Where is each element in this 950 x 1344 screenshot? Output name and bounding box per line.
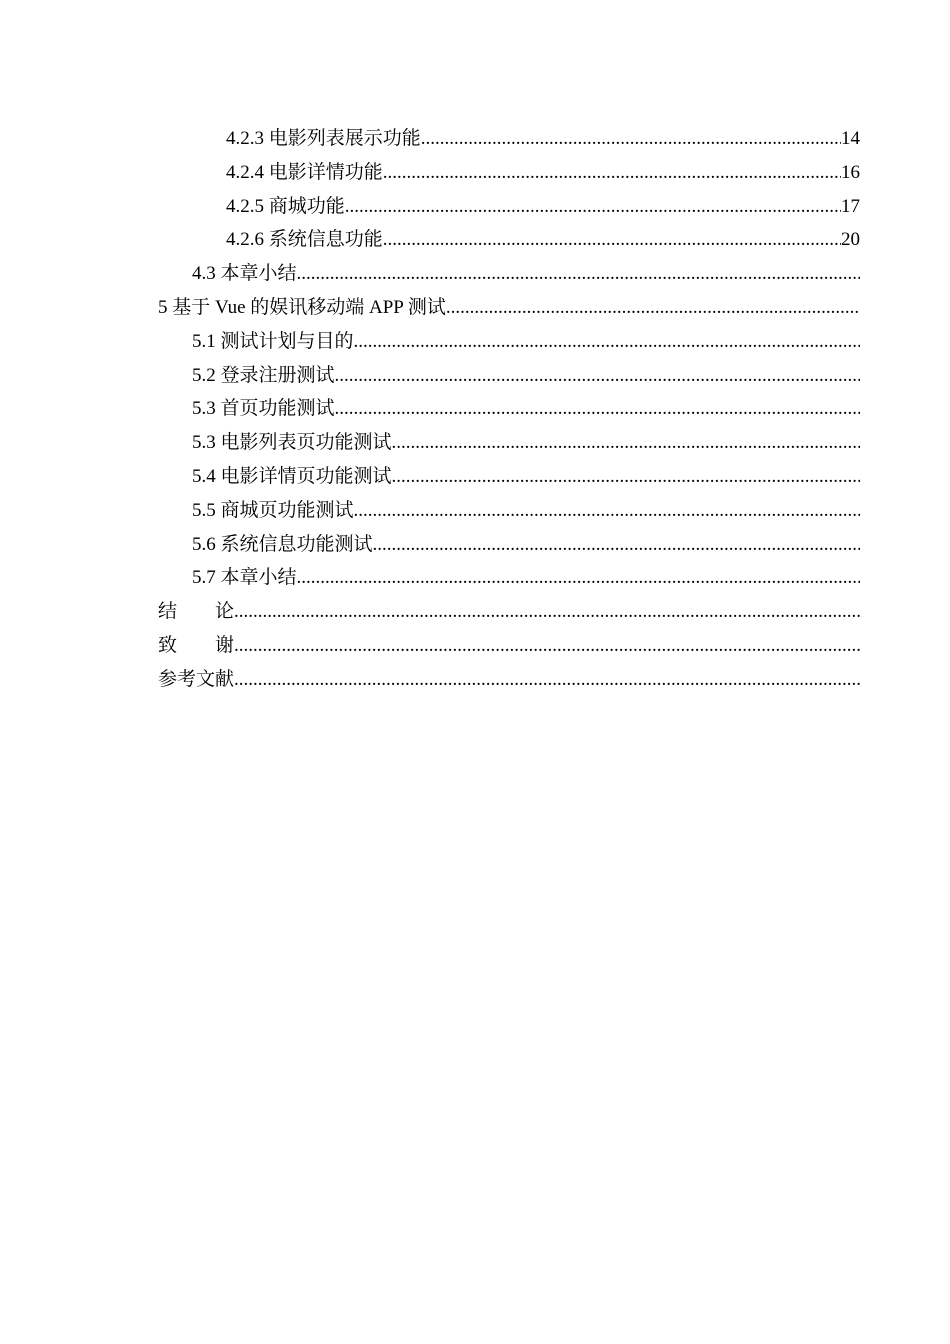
toc-entry[interactable] [158, 190, 860, 224]
toc-dot-leader [297, 257, 860, 291]
toc-dot-leader [345, 190, 841, 224]
toc-entry[interactable] [158, 595, 860, 629]
toc-entry[interactable] [158, 392, 860, 426]
toc-entry[interactable] [158, 122, 860, 156]
toc-entry-title: 5.6 系统信息功能测试 [192, 533, 373, 555]
toc-dot-leader [335, 359, 860, 393]
toc-entry-title: 5.4 电影详情页功能测试 [192, 465, 392, 487]
toc-dot-leader [297, 561, 860, 595]
toc-entry-title: 4.2.3 电影列表展示功能 [226, 128, 421, 149]
toc-entry[interactable] [158, 426, 860, 460]
toc-entry-title: 5.2 登录注册测试 [192, 364, 335, 386]
toc-page-number: 17 [841, 195, 860, 217]
toc-entry[interactable] [158, 528, 860, 562]
toc-dot-leader [392, 426, 860, 460]
toc-dot-leader [354, 494, 860, 528]
toc-entry-title: 4.2.4 电影详情功能 [226, 161, 383, 183]
toc-dot-leader [383, 223, 841, 257]
toc-entry-title: 4.3 本章小结 [192, 263, 297, 285]
toc-dot-leader [383, 156, 841, 190]
toc-entry[interactable] [158, 629, 860, 663]
toc-entry[interactable] [158, 257, 860, 291]
toc-dot-leader [335, 392, 860, 426]
toc-dot-leader [354, 325, 860, 359]
toc-entry-title: 5 基于 Vue 的娱讯移动端 APP 测试 [158, 296, 446, 318]
toc-entry-title: 致 谢 [158, 634, 235, 656]
toc-dot-leader [392, 460, 860, 494]
toc-entry-title: 5.3 电影列表页功能测试 [192, 432, 392, 454]
toc-dot-leader [373, 528, 860, 562]
toc-page-number: 14 [841, 128, 860, 149]
toc-dot-leader [234, 663, 860, 697]
toc-page-number: 16 [841, 161, 860, 183]
toc-entry[interactable] [158, 663, 860, 697]
toc-entry[interactable] [158, 291, 860, 325]
toc-dot-leader [446, 291, 860, 325]
toc-dot-leader [234, 595, 860, 629]
toc-dot-leader [421, 122, 841, 156]
toc-entry[interactable] [158, 156, 860, 190]
toc-entry[interactable] [158, 460, 860, 494]
toc-entry-title: 4.2.6 系统信息功能 [226, 229, 383, 251]
toc-entry[interactable] [158, 359, 860, 393]
toc-entry-title: 5.5 商城页功能测试 [192, 499, 354, 521]
toc-page-number: 20 [841, 229, 860, 251]
toc-entry[interactable] [158, 494, 860, 528]
toc-entry-title: 4.2.5 商城功能 [226, 195, 345, 217]
toc-entry[interactable] [158, 325, 860, 359]
toc-entry[interactable] [158, 561, 860, 595]
table-of-contents [158, 122, 860, 697]
toc-entry[interactable] [158, 223, 860, 257]
toc-entry-title: 结 论 [158, 601, 235, 623]
toc-entry-title: 5.1 测试计划与目的 [192, 330, 354, 352]
toc-entry-title: 5.3 首页功能测试 [192, 398, 335, 420]
toc-entry-title: 5.7 本章小结 [192, 567, 297, 589]
toc-entry-title: 参考文献 [158, 668, 235, 690]
toc-dot-leader [234, 629, 860, 663]
